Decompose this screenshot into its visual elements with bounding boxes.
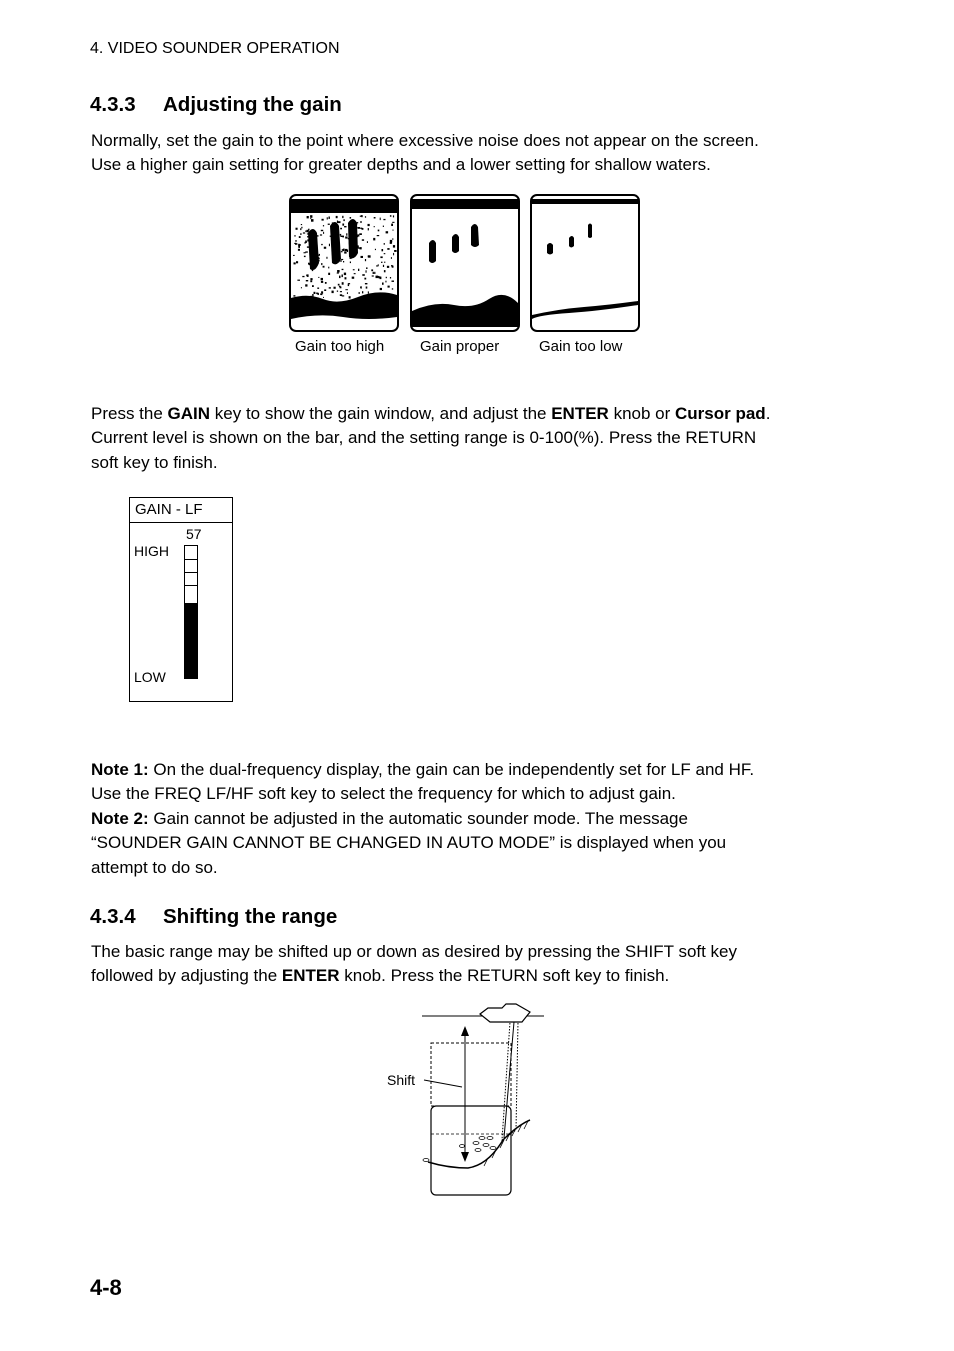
gain-bar-fill xyxy=(185,603,197,678)
note-1-label: Note 1: xyxy=(91,760,149,779)
note-2-label: Note 2: xyxy=(91,808,149,828)
gain-comparison-figure xyxy=(288,193,644,335)
section-number: 4.3.3 xyxy=(90,93,136,116)
fish-echoes xyxy=(423,1137,496,1162)
caption-gain-proper: Gain proper xyxy=(420,338,500,355)
sound-beam xyxy=(502,1022,518,1140)
enter-knob-term: ENTER xyxy=(281,966,340,986)
section-number: 4.3.4 xyxy=(90,905,136,928)
note-text: Gain cannot be adjusted in the automatic sounder mode. The message xyxy=(148,808,688,828)
gain-bar-tick xyxy=(185,572,197,573)
shift-line-2 xyxy=(91,964,851,988)
gain-key-term: GAIN xyxy=(167,404,211,423)
section-heading-shifting-range xyxy=(90,905,337,929)
gain-value-label: 57 xyxy=(186,526,202,542)
gain-too-low-screen xyxy=(531,195,639,331)
instruction-text: Press the xyxy=(91,404,168,423)
ship-icon xyxy=(480,1004,530,1022)
shift-paragraph xyxy=(91,940,851,989)
instruction-text: key to show the gain window, and adjust the xyxy=(210,404,552,423)
caption-gain-too-high: Gain too high xyxy=(295,338,385,355)
instruction-text: knob or xyxy=(608,404,675,423)
gain-window xyxy=(129,497,233,702)
note-1-line-2: Use the FREQ LF/HF soft key to select the frequency for which to adjust gain. xyxy=(91,784,676,804)
instruction-line-3: soft key to finish. xyxy=(91,452,218,472)
cursor-pad-term: Cursor pad xyxy=(675,404,766,423)
gain-low-label: LOW xyxy=(134,669,166,685)
gain-window-divider xyxy=(130,522,232,523)
instruction-line-2: Current level is shown on the bar, and the setting range is 0-100(%). Press the RETURN xyxy=(91,428,757,448)
page-number: 4-8 xyxy=(90,1275,122,1300)
gain-window-title: GAIN - LF xyxy=(135,501,203,518)
gain-proper-screen xyxy=(411,195,519,331)
intro-paragraph xyxy=(91,129,851,178)
shift-arrow-down-head xyxy=(461,1152,469,1162)
note-text: On the dual-frequency display, the gain can be independently set for LF and HF. xyxy=(148,760,755,779)
instruction-text: . xyxy=(765,404,771,423)
range-shift-diagram xyxy=(418,1000,548,1200)
gain-bar-tick xyxy=(185,559,197,560)
note-2-line-3: attempt to do so. xyxy=(91,857,218,877)
enter-knob-term: ENTER xyxy=(551,404,609,423)
shift-arrow-up-head xyxy=(461,1026,469,1036)
caption-gain-too-low: Gain too low xyxy=(539,338,623,355)
gain-bar-tick xyxy=(185,585,197,586)
original-range-box xyxy=(431,1043,511,1106)
gain-level-bar xyxy=(184,545,198,679)
shift-line-1: The basic range may be shifted up or down as desired by pressing the SHIFT soft key xyxy=(91,942,738,961)
note-1-line-1 xyxy=(91,758,851,782)
running-header: 4. VIDEO SOUNDER OPERATION xyxy=(90,40,340,57)
shift-leader-line xyxy=(424,1080,462,1087)
seabed-hatching xyxy=(484,1121,528,1166)
gain-high-label: HIGH xyxy=(134,543,169,559)
note-2-line-2: “SOUNDER GAIN CANNOT BE CHANGED IN AUTO MODE” is displayed when you xyxy=(91,833,727,853)
shift-text: followed by adjusting the xyxy=(91,966,282,986)
section-title: Shifting the range xyxy=(163,905,338,928)
gain-instruction-paragraph xyxy=(91,402,851,475)
gain-too-high-screen xyxy=(290,195,398,331)
notes-block xyxy=(91,758,851,880)
shifted-range-box xyxy=(431,1106,511,1195)
shift-text: knob. Press the RETURN soft key to finish. xyxy=(339,966,670,986)
shift-label: Shift xyxy=(387,1072,416,1088)
instruction-line-1 xyxy=(91,402,851,426)
note-2-line-1 xyxy=(91,807,851,831)
section-heading-adjusting-gain xyxy=(90,93,342,117)
intro-line-1: Normally, set the gain to the point where excessive noise does not appear on the screen. xyxy=(91,131,759,150)
section-title: Adjusting the gain xyxy=(163,93,342,116)
intro-line-2: Use a higher gain setting for greater depths and a lower setting for shallow waters. xyxy=(91,155,711,175)
